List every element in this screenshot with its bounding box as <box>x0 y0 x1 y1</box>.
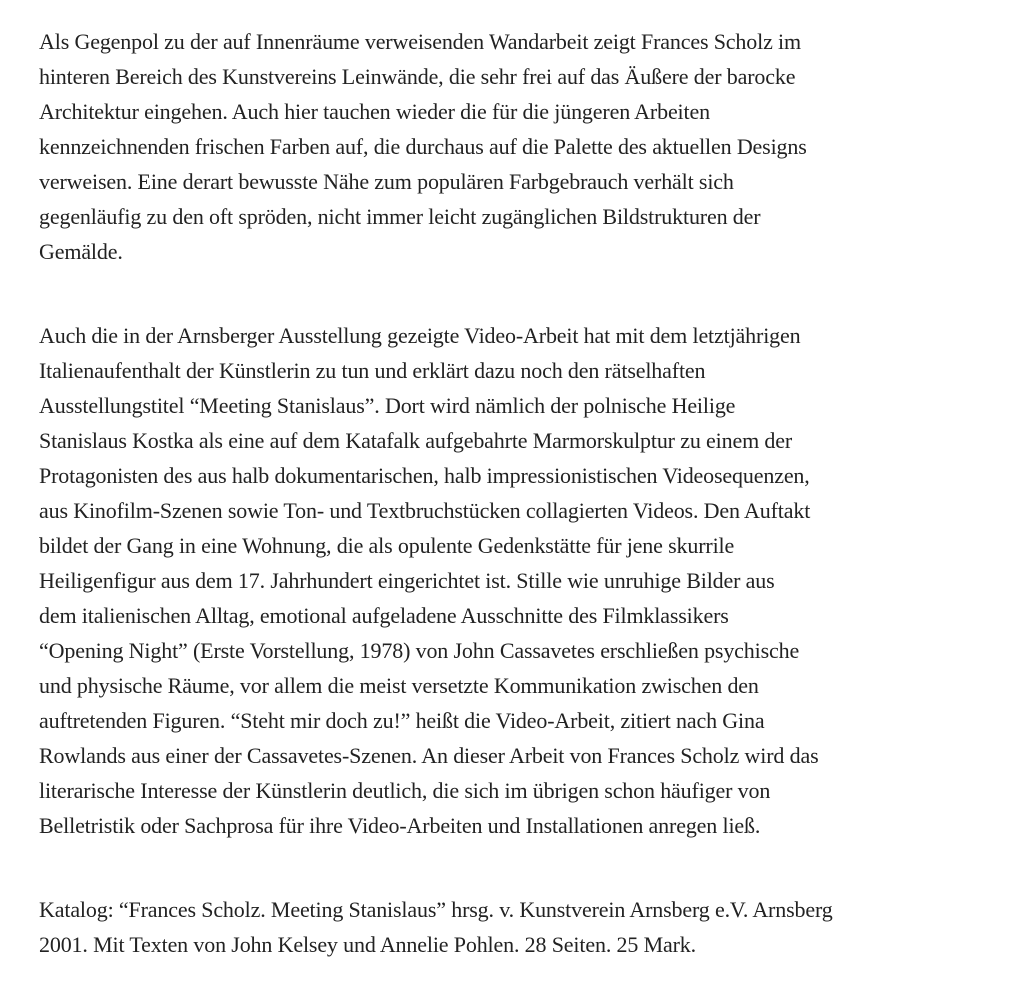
text-line: und physische Räume, vor allem die meist versetzte Kommunikation zwischen den <box>39 673 759 698</box>
text-line: Stanislaus Kostka als eine auf dem Katafalk aufgebahrte Marmorskulptur zu einem der <box>39 428 793 453</box>
text-line: auftretenden Figuren. “Steht mir doch zu!” heißt die Video-Arbeit, zitiert nach Gina <box>39 708 765 733</box>
text-line: Auch die in der Arnsberger Ausstellung gezeigte Video-Arbeit hat mit dem letztjährigen <box>39 323 801 348</box>
paragraph-catalog-info <box>39 892 1009 962</box>
article-body <box>39 24 1009 962</box>
text-line: Protagonisten des aus halb dokumentarischen, halb impressionistischen Videosequenzen, <box>39 463 810 488</box>
text-line: kennzeichnenden frischen Farben auf, die durchaus auf die Palette des aktuellen Designs <box>39 134 807 159</box>
text-line: Italienaufenthalt der Künstlerin zu tun und erklärt dazu noch den rätselhaften <box>39 358 706 383</box>
text-line: “Opening Night” (Erste Vorstellung, 1978) von John Cassavetes erschließen psychische <box>39 638 800 663</box>
text-line: dem italienischen Alltag, emotional aufgeladene Ausschnitte des Filmklassikers <box>39 603 729 628</box>
text-line: Als Gegenpol zu der auf Innenräume verweisenden Wandarbeit zeigt Frances Scholz im <box>39 29 801 54</box>
text-line: hinteren Bereich des Kunstvereins Leinwände, die sehr frei auf das Äußere der barocke <box>39 64 796 89</box>
paragraph-video-work <box>39 318 1009 843</box>
text-line: bildet der Gang in eine Wohnung, die als opulente Gedenkstätte für jene skurrile <box>39 533 735 558</box>
text-line: literarische Interesse der Künstlerin deutlich, die sich im übrigen schon häufiger von <box>39 778 771 803</box>
text-line: Architektur eingehen. Auch hier tauchen wieder die für die jüngeren Arbeiten <box>39 99 710 124</box>
text-line: aus Kinofilm-Szenen sowie Ton- und Textbruchstücken collagierten Videos. Den Auftakt <box>39 498 811 523</box>
text-line: 2001. Mit Texten von John Kelsey und Annelie Pohlen. 28 Seiten. 25 Mark. <box>39 932 696 957</box>
text-line: Gemälde. <box>39 239 123 264</box>
text-line: verweisen. Eine derart bewusste Nähe zum populären Farbgebrauch verhält sich <box>39 169 734 194</box>
text-line: gegenläufig zu den oft spröden, nicht immer leicht zugänglichen Bildstrukturen der <box>39 204 761 229</box>
text-line: Katalog: “Frances Scholz. Meeting Stanislaus” hrsg. v. Kunstverein Arnsberg e.V. Arnsberg <box>39 897 833 922</box>
text-line: Rowlands aus einer der Cassavetes-Szenen. An dieser Arbeit von Frances Scholz wird das <box>39 743 819 768</box>
text-line: Belletristik oder Sachprosa für ihre Video-Arbeiten und Installationen anregen ließ. <box>39 813 761 838</box>
text-line: Ausstellungstitel “Meeting Stanislaus”. Dort wird nämlich der polnische Heilige <box>39 393 736 418</box>
text-line: Heiligenfigur aus dem 17. Jahrhundert eingerichtet ist. Stille wie unruhige Bilder aus <box>39 568 775 593</box>
paragraph-wall-and-canvases <box>39 24 1009 269</box>
